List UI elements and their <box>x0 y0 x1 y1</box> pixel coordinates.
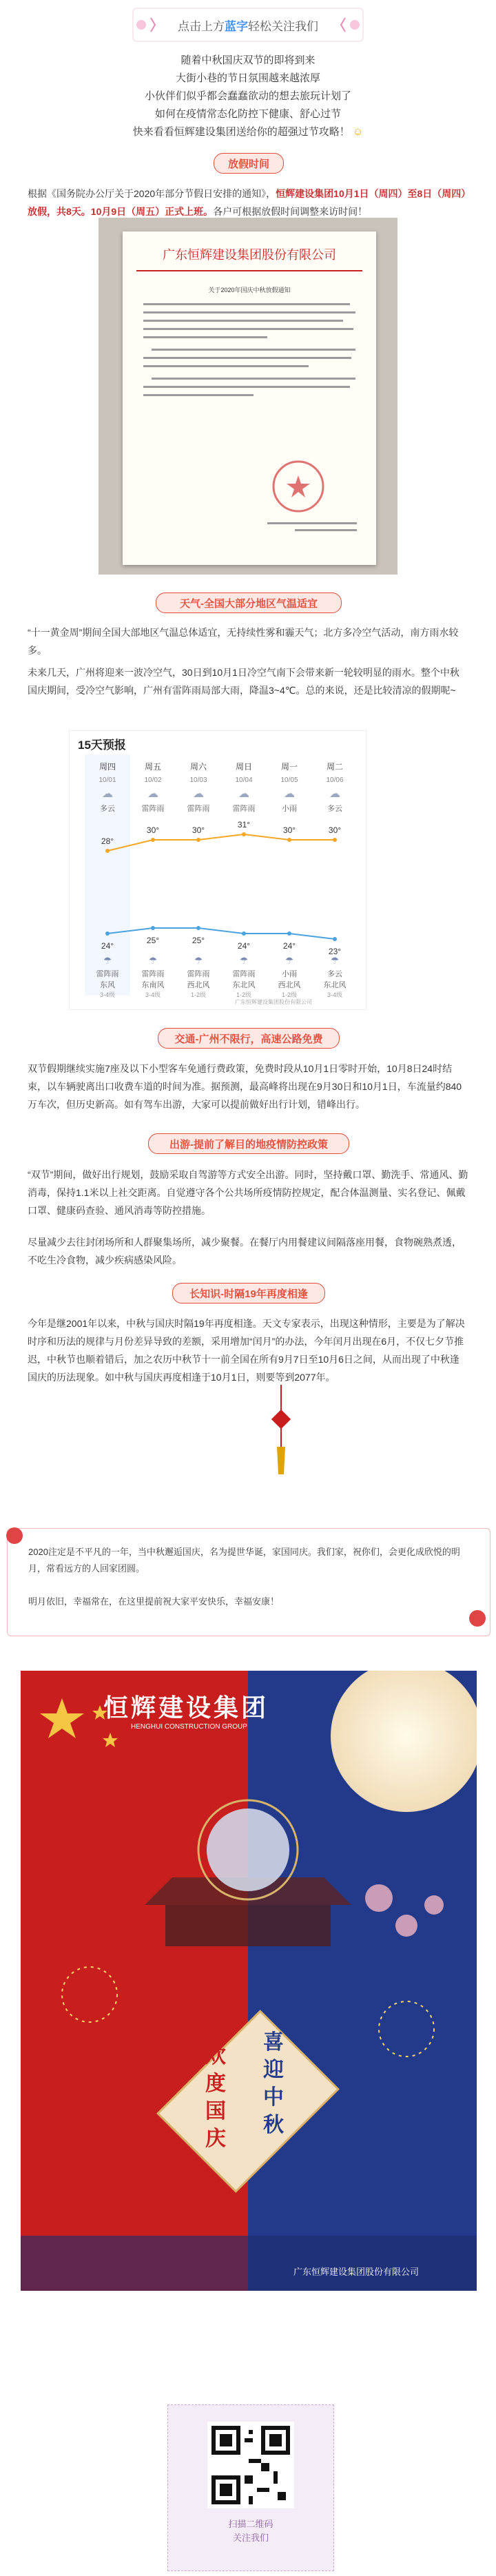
follow-banner[interactable] <box>121 6 375 44</box>
blessing-notice <box>7 1528 490 1636</box>
chinese-knot-icon <box>267 1385 295 1509</box>
lantern-icon <box>1 1522 28 1549</box>
forecast-wind: 西北风 <box>278 981 301 989</box>
qr-caption-2: 关注我们 <box>232 2533 269 2543</box>
high-temp-line-point <box>287 838 291 842</box>
night-weather-icon: ☂ <box>285 955 294 966</box>
poster-right-words: 喜迎中秋 <box>263 2031 284 2136</box>
forecast-date: 10/05 <box>280 776 298 784</box>
festival-poster <box>21 1671 477 2291</box>
night-weather-icon: ☂ <box>103 955 112 966</box>
forecast-card <box>69 730 366 1010</box>
weather-icon: ☁ <box>102 788 113 800</box>
intro-text <box>0 52 496 141</box>
night-weather-icon: ☂ <box>148 955 158 966</box>
forecast-title: 15天预报 <box>78 739 126 752</box>
weather-icon: ☁ <box>238 788 249 800</box>
qr-card <box>167 2404 334 2571</box>
weather-icon: ☁ <box>193 788 204 800</box>
forecast-condition-night: 雷阵雨 <box>141 970 165 978</box>
smile-icon: ☺ <box>352 126 364 138</box>
forecast-credit: 广东恒辉建设集团股份有限公司 <box>235 999 312 1005</box>
forecast-high: 30° <box>192 825 205 835</box>
forecast-wind-level: 3-4级 <box>99 991 116 998</box>
intro-line: 如何在疫情常态化防控下健康、舒心过节 <box>154 108 341 120</box>
weather-icon: ☁ <box>329 788 340 800</box>
low-temp-line-point <box>287 931 291 936</box>
banner-highlight: 蓝字 <box>225 19 248 33</box>
forecast-wind-level: 1-2级 <box>236 991 252 998</box>
forecast-low: 25° <box>192 936 205 945</box>
forecast-wind-level: 1-2级 <box>281 991 298 998</box>
lantern-icon <box>464 1605 491 1632</box>
section-weather-title: 天气-全国大部分地区气温适宜 <box>156 593 342 613</box>
high-temp-line <box>107 834 335 851</box>
forecast-condition-night: 雷阵雨 <box>96 970 119 978</box>
qr-caption-1: 扫描二维码 <box>228 2519 273 2529</box>
forecast-condition-night: 小雨 <box>282 970 297 978</box>
night-weather-icon: ☂ <box>330 955 340 966</box>
document-footer-lines <box>267 521 364 535</box>
forecast-chart <box>70 731 366 1009</box>
notice-document <box>123 231 376 565</box>
holiday-paragraph: 根据《国务院办公厅关于2020年部分节假日安排的通知》，恒辉建设集团10月1日（周四）至8日（周四）放假，共8天。10月9日（周五）正式上班。各户可根据放假时间调整来访时间！ <box>28 188 466 217</box>
poster-credit: 广东恒辉建设集团股份有限公司 <box>293 2267 420 2277</box>
forecast-day: 周一 <box>280 762 298 772</box>
intro-line: 大街小巷的节日氛围越来越浓厚 <box>175 72 320 84</box>
weather-icon: ☁ <box>284 788 295 800</box>
poster-logo: 恒辉建设集团 <box>103 1693 269 1722</box>
high-temp-line-point <box>105 849 110 853</box>
knowledge-paragraph: 今年是继2001年以来，中秋与国庆时隔19年再度相逢。天文专家表示，出现这种情形，主要是为了解决时序和历法的规律与月份差异导致的差额，采用增加“闰月”的办法，今年闰月出现在6月，不仅七夕节推迟，中秋节也顺着错后，加之农历中秋节十一前全国在所有9月7日至10月6日之间，从而出现了中秋逢国庆的历法现象。如中秋与国庆再度相逢于10月1日，则要等到2077年。 <box>28 1318 465 1383</box>
qr-code-icon[interactable] <box>207 2422 294 2508</box>
weather-paragraph-1: “十一黄金周”期间全国大部地区气温总体适宜，无持续性雾和霾天气；北方多冷空气活动，南方雨水较多。 <box>28 627 459 656</box>
notice-paragraph-2: 明月依旧，幸福常在，在这里提前祝大家平安快乐，幸福安康！ <box>28 1596 280 1607</box>
forecast-low: 25° <box>146 936 160 945</box>
forecast-high: 30° <box>146 825 160 835</box>
forecast-low: 24° <box>237 941 251 951</box>
forecast-condition-night: 雷阵雨 <box>232 970 256 978</box>
intro-line: 随着中秋国庆双节的即将到来 <box>180 54 316 66</box>
forecast-day: 周日 <box>235 762 253 772</box>
high-temp-line-point <box>242 832 246 836</box>
forecast-date: 10/03 <box>189 776 207 784</box>
forecast-low: 24° <box>282 941 296 951</box>
forecast-day: 周四 <box>99 762 116 772</box>
poster-background <box>21 1671 477 2291</box>
banner-text-post: 轻松关注我们 <box>248 19 318 33</box>
forecast-date: 10/06 <box>326 776 344 784</box>
high-temp-line-point <box>196 838 200 842</box>
document-subtitle: 关于2020年国庆中秋放假通知 <box>208 287 291 293</box>
forecast-wind: 东北风 <box>232 981 256 989</box>
forecast-high: 31° <box>237 820 251 830</box>
forecast-condition-day: 多云 <box>100 805 115 813</box>
section-traffic-title: 交通-广州不限行，高速公路免费 <box>158 1028 340 1049</box>
forecast-condition-day: 雷阵雨 <box>187 805 210 813</box>
document-body-lines <box>143 303 355 441</box>
forecast-condition-day: 多云 <box>327 805 342 813</box>
forecast-wind: 东风 <box>100 981 115 989</box>
forecast-wind-level: 3-4级 <box>145 991 161 998</box>
forecast-condition-night: 雷阵雨 <box>187 970 210 978</box>
forecast-wind-level: 3-4级 <box>327 991 343 998</box>
low-temp-line-point <box>242 931 246 936</box>
forecast-high: 30° <box>282 825 296 835</box>
forecast-low: 24° <box>101 941 114 951</box>
traffic-paragraph: 双节假期继续实施7座及以下小型客车免通行费政策，免费时段从10月1日零时开始，10月8日24时结束，以车辆驶离出口收费车道的时间为准。据预测，最高峰将出现在9月30日和10月1日，车流量约840万车次，但历史新高。如有驾车出游，大家可以提前做好出行计划，错峰出行。 <box>28 1063 462 1110</box>
document-company-title: 广东恒辉建设集团股份有限公司 <box>163 248 336 262</box>
night-weather-icon: ☂ <box>194 955 203 966</box>
section-holiday-title: 放假时间 <box>214 153 284 174</box>
forecast-day: 周六 <box>189 762 207 772</box>
intro-line: 小伙伴们似乎都会蠢蠢欲动的想去旅玩计划了 <box>144 90 351 102</box>
low-temp-line-point <box>105 931 110 936</box>
forecast-wind-level: 1-2级 <box>190 991 207 998</box>
forecast-condition-night: 多云 <box>327 970 342 978</box>
poster-left-words: 欢度国庆 <box>205 2045 226 2150</box>
forecast-date: 10/02 <box>144 776 162 784</box>
forecast-wind: 西北风 <box>187 981 210 989</box>
forecast-day: 周二 <box>326 762 344 772</box>
forecast-wind: 东北风 <box>323 981 347 989</box>
low-temp-line <box>107 928 335 939</box>
notice-paragraph-1: 2020注定是不平凡的一年，当中秋邂逅国庆，名为提世华诞，家国同庆。我们家，祝你们，会更化成欣悦的明月，常看远方的人回家团圆。 <box>28 1547 460 1574</box>
document-divider <box>136 270 362 271</box>
weather-icon: ☁ <box>147 788 158 800</box>
forecast-day: 周五 <box>144 762 162 772</box>
forecast-wind: 东南风 <box>141 981 165 989</box>
section-knowledge-title: 长知识-时隔19年再度相逢 <box>172 1283 325 1304</box>
night-weather-icon: ☂ <box>239 955 249 966</box>
poster-logo-en: HENGHUI CONSTRUCTION GROUP <box>131 1723 247 1731</box>
low-temp-line-point <box>196 926 200 930</box>
forecast-condition-day: 小雨 <box>282 805 297 813</box>
high-temp-line-point <box>333 838 337 842</box>
forecast-high: 28° <box>101 836 114 846</box>
weather-paragraph-2: 未来几天，广州将迎来一波冷空气，30日到10月1日冷空气南下会带来新一轮较明显的雨水。整个中秋国庆期间，受冷空气影响，广州有雷阵雨局部大雨，降温3~4℃。总的来说，还是比较清凉的假期呢~ <box>28 667 459 696</box>
forecast-condition-day: 雷阵雨 <box>232 805 256 813</box>
forecast-low: 23° <box>328 947 342 956</box>
travel-paragraph-1: “双节”期间，做好出行规划，鼓励采取自驾游等方式安全出游。同时，坚持戴口罩、勤洗手、常通风、勤消毒，保持1.1米以上社交距离。自觉遵守各个公共场所疫情防控规定，配合体温测量、实名登记、佩戴口罩、健康码查验、通风消毒等防控措施。 <box>28 1169 468 1216</box>
forecast-condition-day: 雷阵雨 <box>141 805 165 813</box>
forecast-date: 10/04 <box>235 776 253 784</box>
low-temp-line-point <box>151 926 155 930</box>
travel-paragraph-2: 尽量减少去往封闭场所和人群聚集场所，减少聚餐。在餐厅内用餐建议间隔落座用餐，食物碗熟煮透，不吃生冷食物，减少疾病感染风险。 <box>28 1237 462 1266</box>
low-temp-line-point <box>333 937 337 941</box>
banner-text-pre: 点击上方 <box>178 19 225 33</box>
forecast-date: 10/01 <box>99 776 116 784</box>
section-travel-title: 出游-提前了解目的地疫情防控政策 <box>148 1133 349 1154</box>
high-temp-line-point <box>151 838 155 842</box>
forecast-high: 30° <box>328 825 342 835</box>
intro-line: 快来看看恒辉建设集团送给你的超强过节攻略！ ☺ <box>132 126 364 138</box>
company-seal-icon <box>271 459 326 514</box>
